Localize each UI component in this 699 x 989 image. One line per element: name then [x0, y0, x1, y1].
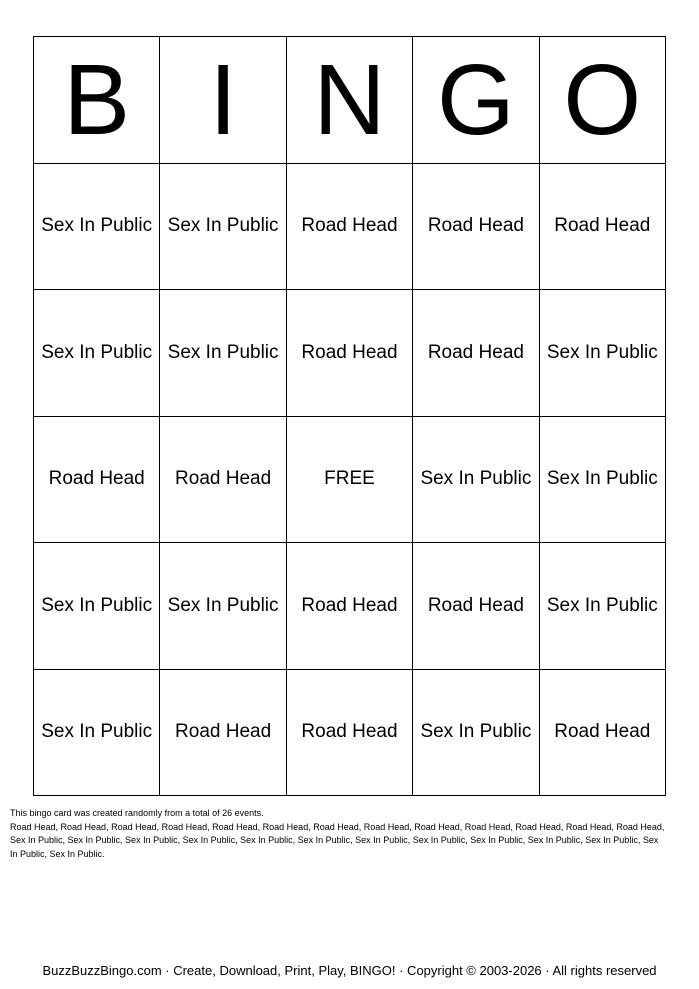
bingo-cell: Road Head	[287, 290, 413, 417]
bingo-cell: Road Head	[160, 417, 286, 544]
bingo-card	[33, 36, 666, 796]
bingo-cell: Sex In Public	[160, 164, 286, 291]
bingo-cell: Road Head	[413, 543, 539, 670]
bingo-cell: Road Head	[160, 670, 286, 797]
bingo-cell: Road Head	[287, 164, 413, 291]
bingo-cell: Sex In Public	[540, 290, 666, 417]
bingo-cell: Sex In Public	[34, 670, 160, 797]
bingo-cell: Sex In Public	[540, 417, 666, 544]
header-letter-g: G	[413, 37, 539, 164]
header-letter-b: B	[34, 37, 160, 164]
bingo-cell: Sex In Public	[160, 290, 286, 417]
bingo-cell: Road Head	[413, 290, 539, 417]
bingo-cell: Sex In Public	[160, 543, 286, 670]
bingo-cell: Sex In Public	[34, 543, 160, 670]
footnote-intro: This bingo card was created randomly from a total of 26 events.	[10, 808, 264, 818]
footnote-events-list: Road Head, Road Head, Road Head, Road Head, Road Head, Road Head, Road Head, Road Head, Road Head, Road Head, Road Head, Road Head, Road Head, Sex In Public, Sex In Public, Sex In Public, Sex In Public, Sex In Public, Sex In Public, Sex In Public, Sex In Public, Sex In Public, Sex In Public, Sex In Public, Sex In Public, Sex In Public.	[10, 821, 665, 859]
free-space-cell: FREE	[287, 417, 413, 544]
bingo-cell: Road Head	[540, 670, 666, 797]
bingo-cell: Sex In Public	[34, 164, 160, 291]
bingo-cell: Sex In Public	[413, 417, 539, 544]
bingo-cell: Sex In Public	[34, 290, 160, 417]
bingo-cell: Road Head	[287, 543, 413, 670]
bingo-cell: Road Head	[540, 164, 666, 291]
header-letter-i: I	[160, 37, 286, 164]
bingo-cell: Sex In Public	[413, 670, 539, 797]
header-letter-n: N	[287, 37, 413, 164]
bingo-cell: Sex In Public	[540, 543, 666, 670]
bingo-cell: Road Head	[287, 670, 413, 797]
bingo-cell: Road Head	[34, 417, 160, 544]
header-letter-o: O	[540, 37, 666, 164]
bingo-cell: Road Head	[413, 164, 539, 291]
site-footer: BuzzBuzzBingo.com · Create, Download, Print, Play, BINGO! · Copyright © 2003-2026 · All rights reserved	[42, 963, 657, 978]
card-footnote	[10, 807, 668, 861]
